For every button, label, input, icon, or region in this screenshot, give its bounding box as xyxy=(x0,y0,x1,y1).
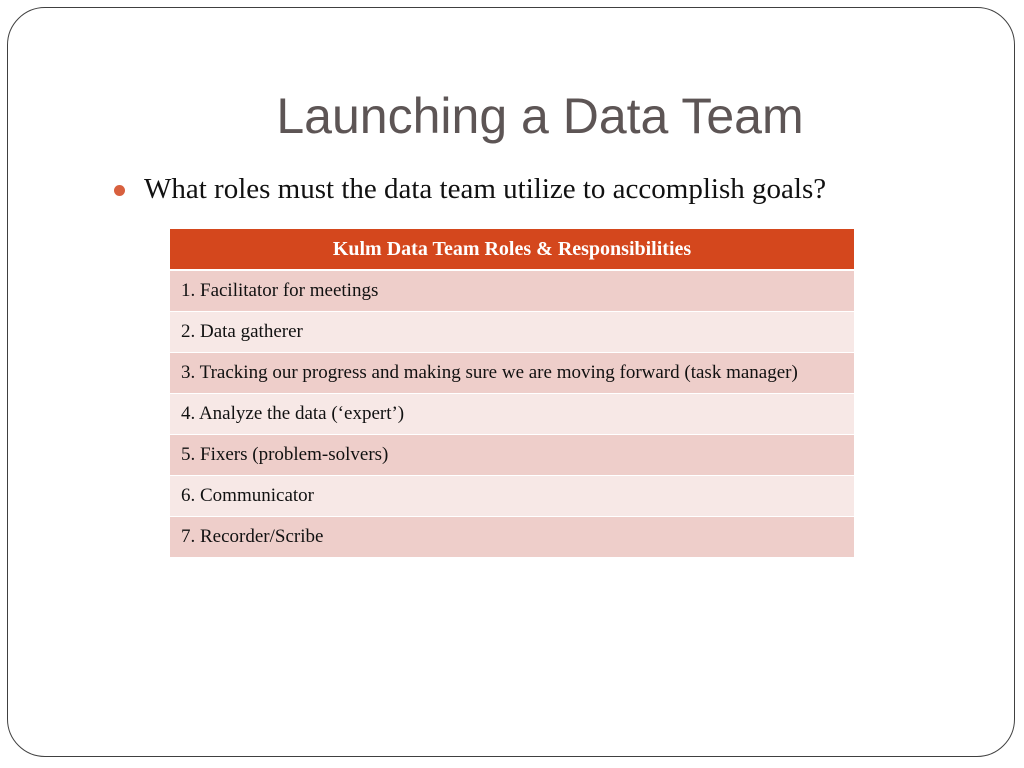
table-cell: 2. Data gatherer xyxy=(170,312,854,353)
table-row xyxy=(170,517,854,558)
table-cell: 1. Facilitator for meetings xyxy=(170,271,854,312)
table-header-row xyxy=(170,229,854,271)
table-row xyxy=(170,271,854,312)
table-cell: 4. Analyze the data (‘expert’) xyxy=(170,394,854,435)
table-cell: 7. Recorder/Scribe xyxy=(170,517,854,558)
table-header: Kulm Data Team Roles & Responsibilities xyxy=(170,229,854,271)
table-row xyxy=(170,353,854,394)
table-row xyxy=(170,435,854,476)
slide-title: Launching a Data Team xyxy=(276,88,804,144)
bullet-text: What roles must the data team utilize to accomplish goals? xyxy=(144,173,827,205)
table-row xyxy=(170,476,854,517)
table-row xyxy=(170,312,854,353)
roles-table xyxy=(170,229,854,558)
table-cell: 6. Communicator xyxy=(170,476,854,517)
bullet-dot-icon xyxy=(114,185,125,196)
table-cell: 5. Fixers (problem-solvers) xyxy=(170,435,854,476)
table-cell: 3. Tracking our progress and making sure we are moving forward (task manager) xyxy=(170,353,854,394)
table-row xyxy=(170,394,854,435)
bullet-item xyxy=(114,168,826,210)
